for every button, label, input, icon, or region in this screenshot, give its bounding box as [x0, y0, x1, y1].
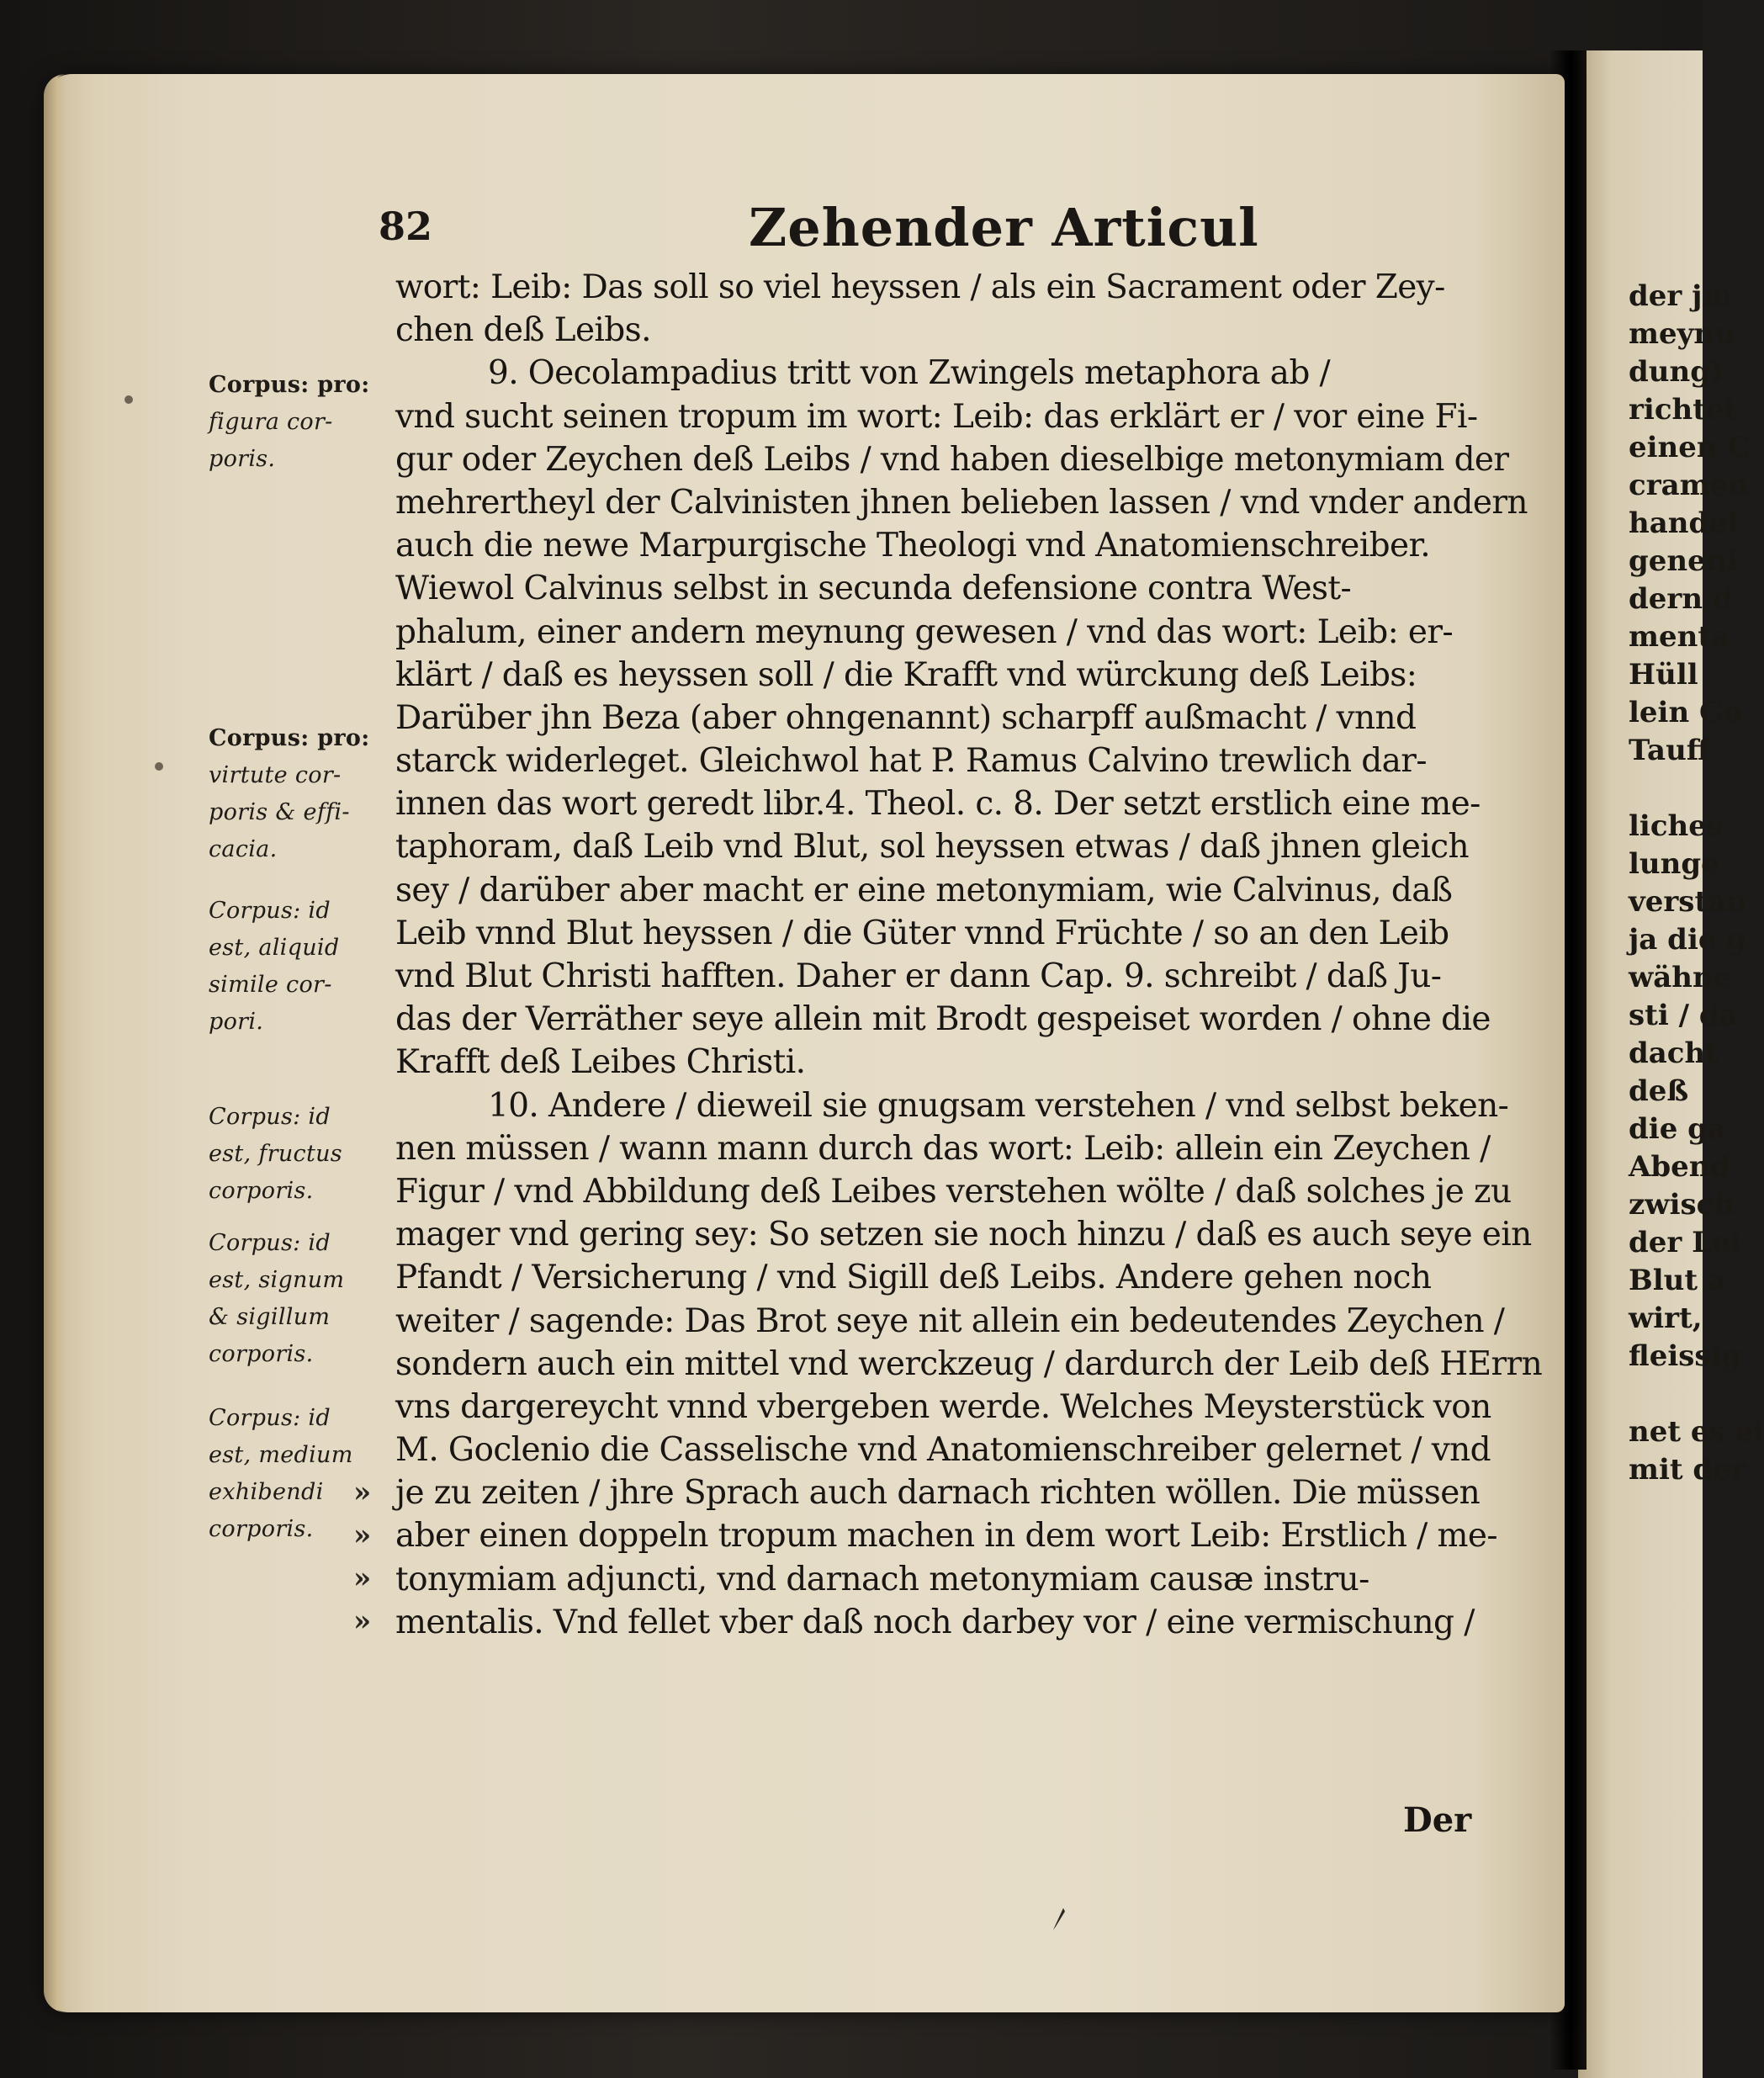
margin-note-line: & sigillum: [209, 1304, 331, 1330]
facing-page-line: verstan: [1629, 885, 1747, 919]
facing-page-line: mit der: [1629, 1453, 1746, 1487]
text-line: chen deß Leibs.: [395, 311, 651, 350]
text-line: vns dargereycht vnnd vbergeben werde. Welches Meysterstück von: [395, 1387, 1491, 1426]
text-line: wort: Leib: Das soll so viel heyssen / als ein Sacrament oder Zey-: [395, 268, 1445, 306]
facing-page-line: sti / da: [1629, 999, 1738, 1032]
facing-page-line: wähne: [1629, 961, 1732, 994]
facing-page-line: menta: [1629, 620, 1730, 654]
text-line: weiter / sagende: Das Brot seye nit allein ein bedeutendes Zeychen /: [395, 1301, 1505, 1340]
margin-note-line: est, signum: [209, 1267, 345, 1293]
margin-note-line: simile cor-: [209, 972, 332, 998]
margin-note-line: corporis.: [209, 1516, 314, 1542]
facing-page-line: dacht: [1629, 1036, 1719, 1070]
text-line: 9. Oecolampadius tritt von Zwingels metaphora ab /: [488, 354, 1331, 393]
text-line: Pfandt / Versicherung / vnd Sigill deß Leibs. Andere gehen noch: [395, 1259, 1432, 1297]
text-line: Darüber jhn Beza (aber ohngenannt) scharpff außmacht / vnnd: [395, 698, 1417, 737]
facing-page-line: lunge: [1629, 847, 1719, 881]
margin-note-line: Corpus: id: [209, 1230, 331, 1256]
text-line: starck widerleget. Gleichwol hat P. Ramus Calvino trewlich dar-: [395, 742, 1427, 781]
text-line: aber einen doppeln tropum machen in dem wort Leib: Erstlich / me-: [395, 1517, 1497, 1556]
quote-mark: »: [353, 1518, 372, 1552]
text-line: 10. Andere / dieweil sie gnugsam verstehen / vnd selbst beken-: [488, 1086, 1509, 1125]
facing-page-line: dung): [1629, 355, 1724, 389]
text-line: innen das wort geredt libr.4. Theol. c. 8. Der setzt erstlich eine me-: [395, 785, 1481, 824]
facing-page-line: die ga: [1629, 1112, 1726, 1146]
margin-note-line: virtute cor-: [209, 762, 342, 788]
facing-page-line: deß: [1629, 1074, 1689, 1108]
margin-note-line: Corpus: id: [209, 898, 331, 924]
margin-note-line: est, medium: [209, 1442, 353, 1468]
text-line: mager vnd gering sey: So setzen sie noch hinzu / daß es auch seye ein: [395, 1216, 1532, 1254]
margin-note-line: exhibendi: [209, 1479, 324, 1505]
margin-note-line: Corpus: id: [209, 1405, 331, 1431]
quote-mark: »: [353, 1561, 372, 1595]
facing-page-line: Abend: [1629, 1150, 1730, 1184]
margin-note-line: pori.: [209, 1009, 264, 1035]
facing-page-line: ja die g: [1629, 923, 1747, 957]
facing-page-line: wirt,: [1629, 1301, 1703, 1335]
margin-note-line: poris.: [209, 446, 276, 472]
facing-page-line: liches: [1629, 809, 1724, 843]
text-line: sondern auch ein mittel vnd werckzeug / dardurch der Leib deß HErrn: [395, 1344, 1543, 1383]
margin-note-line: Corpus: pro:: [209, 725, 370, 751]
text-line: Wiewol Calvinus selbst in secunda defensione contra West-: [395, 570, 1352, 608]
facing-page-line: meynu: [1629, 317, 1735, 351]
facing-page-line: net es ei: [1629, 1415, 1764, 1449]
facing-page-line: cramen: [1629, 469, 1749, 502]
facing-page-line: lein Go: [1629, 696, 1743, 729]
running-head: Zehender Articul: [749, 197, 1259, 258]
margin-note-line: poris & effi-: [209, 799, 350, 825]
facing-page-text: [1629, 278, 1764, 1489]
text-line: mehrertheyl der Calvinisten jhnen belieben lassen / vnd vnder andern: [395, 483, 1528, 522]
ink-speck: [155, 762, 163, 771]
margin-note-line: figura cor-: [209, 409, 333, 435]
facing-page-line: Hüll: [1629, 658, 1698, 692]
margin-note-line: corporis.: [209, 1178, 314, 1204]
text-line: je zu zeiten / jhre Sprach auch darnach richten wöllen. Die müssen: [395, 1474, 1481, 1513]
page-edge: [44, 74, 66, 2012]
text-line: tonymiam adjuncti, vnd darnach metonymiam causæ instru-: [395, 1560, 1369, 1598]
text-line: vnd sucht seinen tropum im wort: Leib: das erklärt er / vor eine Fi-: [395, 397, 1478, 436]
facing-page-line: zwisch: [1629, 1188, 1735, 1222]
quote-mark: »: [353, 1475, 372, 1509]
text-line: nen müssen / wann mann durch das wort: Leib: allein ein Zeychen /: [395, 1129, 1491, 1168]
text-line: taphoram, daß Leib vnd Blut, sol heyssen etwas / daß jhnen gleich: [395, 828, 1469, 867]
page-number: 82: [379, 204, 433, 249]
text-line: Figur / vnd Abbildung deß Leibes verstehen wölte / daß solches je zu: [395, 1172, 1512, 1211]
ink-mark: [1048, 1906, 1067, 1935]
page-header: [379, 197, 1472, 268]
facing-page-line: [1629, 770, 1704, 808]
facing-page-line: geneni: [1629, 544, 1738, 578]
text-line: mentalis. Vnd fellet vber daß noch darbey vor / eine vermischung /: [395, 1603, 1475, 1641]
quote-mark: »: [353, 1604, 372, 1639]
margin-notes: [209, 372, 395, 1651]
text-line: Leib vnnd Blut heyssen / die Güter vnnd Früchte / so an den Leib: [395, 914, 1449, 952]
body-text: [395, 266, 1543, 1644]
text-line: vnd Blut Christi hafften. Daher er dann Cap. 9. schreibt / daß Ju-: [395, 957, 1442, 995]
facing-page-line: der Lei: [1629, 1226, 1741, 1259]
facing-page-line: Blut a: [1629, 1264, 1726, 1297]
text-line: auch die newe Marpurgische Theologi vnd Anatomienschreiber.: [395, 527, 1431, 565]
facing-page-line: dern d: [1629, 582, 1733, 616]
catchword: Der: [1403, 1800, 1472, 1840]
facing-page-line: [1629, 1376, 1704, 1413]
facing-page-line: einen C: [1629, 431, 1751, 464]
facing-page-line: Tauff: [1629, 734, 1710, 767]
text-line: klärt / daß es heyssen soll / die Krafft vnd würckung deß Leibs:: [395, 655, 1417, 694]
margin-note-line: est, aliquid: [209, 935, 340, 961]
ink-speck: [124, 395, 133, 404]
margin-note-line: corporis.: [209, 1341, 314, 1367]
text-line: gur oder Zeychen deß Leibs / vnd haben dieselbige metonymiam der: [395, 440, 1509, 479]
text-line: M. Goclenio die Casselische vnd Anatomienschreiber gelernet / vnd: [395, 1431, 1491, 1470]
facing-page-line: fleissig: [1629, 1339, 1742, 1373]
text-line: das der Verräther seye allein mit Brodt gespeiset worden / ohne die: [395, 1000, 1491, 1039]
margin-note-line: Corpus: id: [209, 1104, 331, 1130]
facing-page-line: handel: [1629, 506, 1738, 540]
facing-page-line: richtet: [1629, 393, 1738, 427]
text-line: sey / darüber aber macht er eine metonymiam, wie Calvinus, daß: [395, 871, 1453, 909]
margin-note-line: Corpus: pro:: [209, 372, 370, 398]
text-line: Krafft deß Leibes Christi.: [395, 1043, 806, 1082]
margin-note-line: est, fructus: [209, 1141, 342, 1167]
facing-page-line: der jm: [1629, 279, 1733, 313]
text-line: phalum, einer andern meynung gewesen / vnd das wort: Leib: er-: [395, 612, 1454, 651]
margin-note-line: cacia.: [209, 836, 278, 862]
